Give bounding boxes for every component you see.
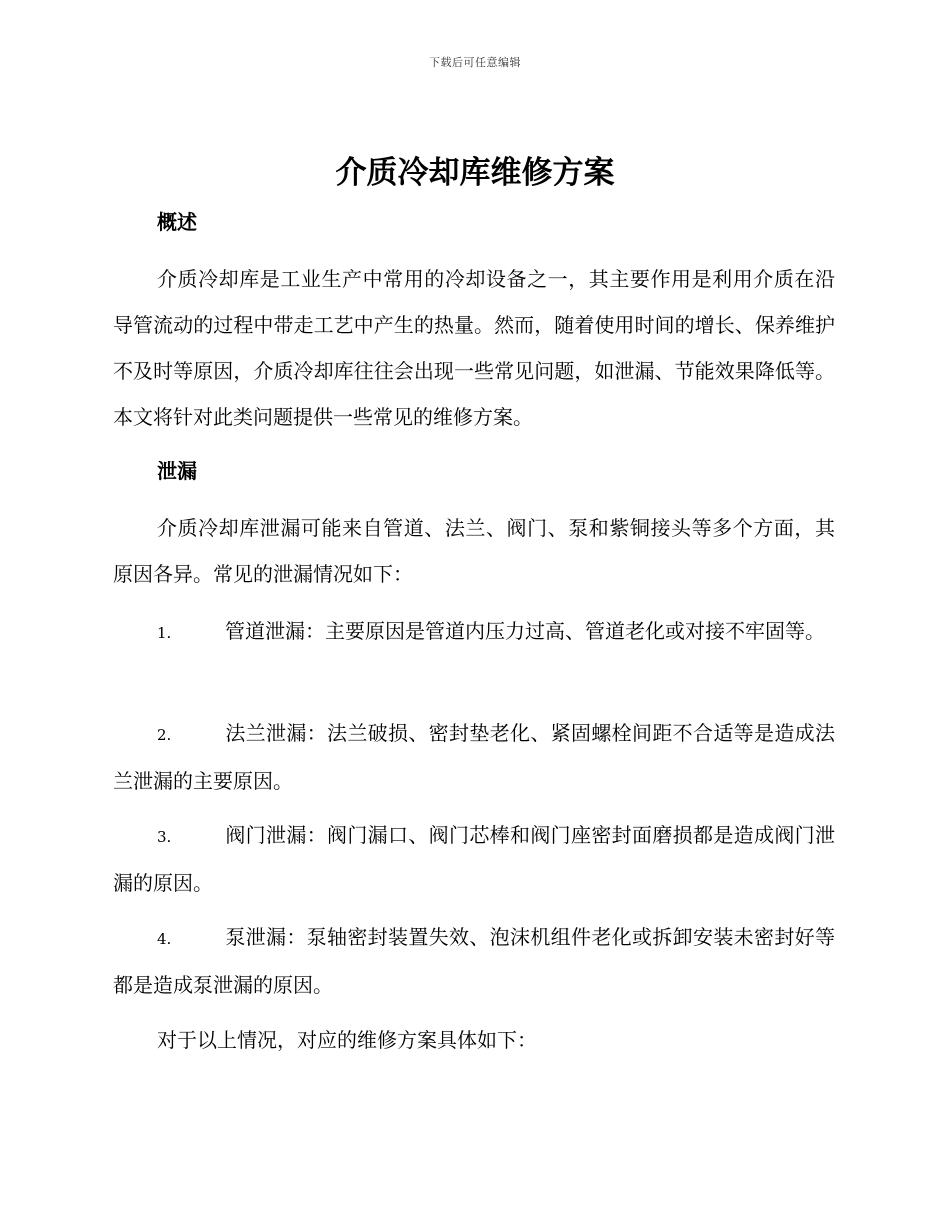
- list-item-number: 3.: [157, 828, 172, 846]
- section-heading-overview: 概述: [157, 210, 197, 234]
- document-title: 介质冷却库维修方案: [335, 155, 615, 191]
- overview-paragraph: 介质冷却库是工业生产中常用的冷却设备之一，其主要作用是利用介质在沿导管流动的过程中带走工艺中产生的热量。然而，随着使用时间的增长、保养维护不及时等原因，介质冷却库往往会出现一些常见问题，如泄漏、节能效果降低等。本文将针对此类问题提供一些常见的维修方案。: [113, 267, 835, 429]
- leakage-outro-paragraph: 对于以上情况，对应的维修方案具体如下：: [157, 1028, 537, 1052]
- list-item: [113, 608, 835, 656]
- section-heading-leakage: 泄漏: [157, 459, 197, 483]
- list-item-text: 阀门泄漏：阀门漏口、阀门芯棒和阀门座密封面磨损都是造成阀门泄漏的原因。: [113, 823, 835, 895]
- list-item-text: 管道泄漏：主要原因是管道内压力过高、管道老化或对接不牢固等。: [225, 619, 825, 643]
- list-item-number: 1.: [157, 624, 172, 642]
- list-item: [113, 812, 835, 906]
- list-item-number: 2.: [157, 726, 172, 744]
- leakage-intro-paragraph: 介质冷却库泄漏可能来自管道、法兰、阀门、泵和紫铜接头等多个方面，其原因各异。常见的泄漏情况如下：: [113, 516, 835, 586]
- list-item: [113, 914, 835, 1008]
- list-item-text: 泵泄漏：泵轴密封装置失效、泡沫机组件老化或拆卸安装未密封好等都是造成泵泄漏的原因。: [113, 925, 835, 997]
- header-note: 下载后可任意编辑: [429, 56, 521, 69]
- list-item: [113, 710, 835, 804]
- list-item-text: 法兰泄漏：法兰破损、密封垫老化、紧固螺栓间距不合适等是造成法兰泄漏的主要原因。: [113, 721, 835, 793]
- list-item-number: 4.: [157, 930, 172, 948]
